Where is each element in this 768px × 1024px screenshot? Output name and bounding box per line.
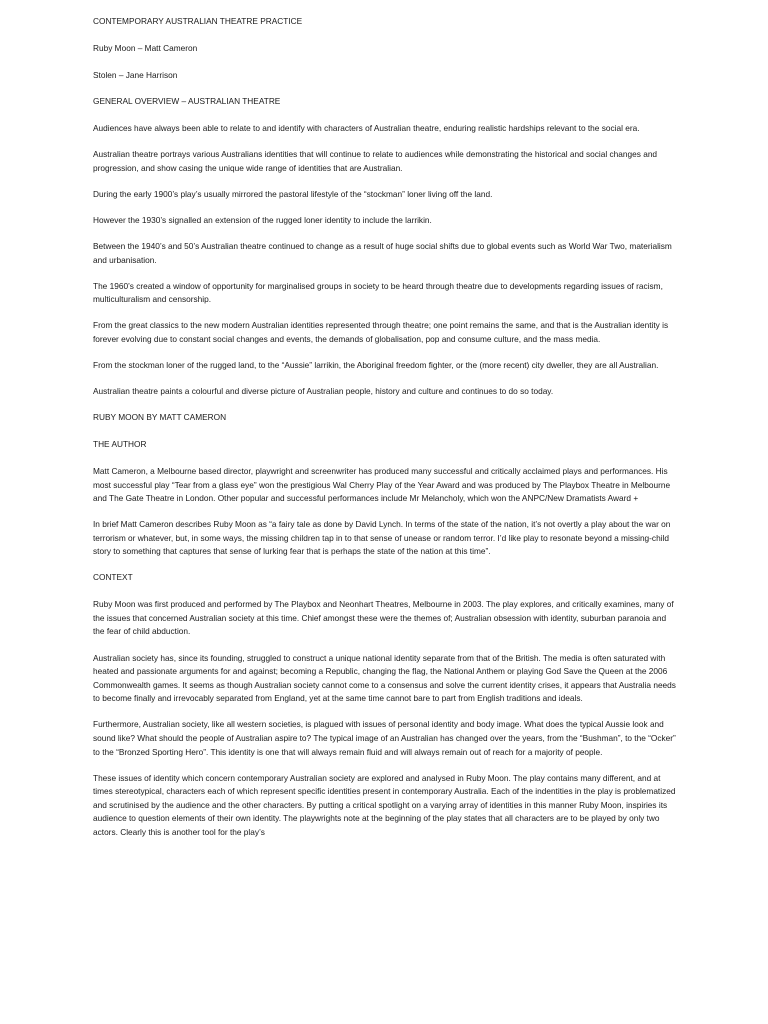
body-paragraph: Audiences have always been able to relate to and identify with characters of Australian theatre, enduring realistic hardships relevant to the social era. xyxy=(93,123,640,134)
section-heading-general-overview: GENERAL OVERVIEW – AUSTRALIAN THEATRE xyxy=(93,96,281,107)
body-paragraph: These issues of identity which concern contemporary Australian society are explored and analysed in Ruby Moon. The play contains many different, and at times stereotypical, characters each of which represent specific identities present in contemporary Australia. Each of the indentities in the play is problematized and scrutinised by the audience and the other characters. By putting a critical spotlight on a varying array of identities in this manner Ruby Moon, inspiries its audience to question elements of their own identity. The playwrights note at the beginning of the play states that all characters are to be played by only two actors. Clearly this is another tool for the play’s xyxy=(93,772,676,838)
play-heading-ruby-moon: Ruby Moon – Matt Cameron xyxy=(93,42,198,53)
body-paragraph: Ruby Moon was first produced and performed by The Playbox and Neonhart Theatres, Melbourne in 2003. The play explores, and critically examines, many of the issues that concerned Australian society at this time. Chief amongst these were the themes of; Australian obsession with identity, suburban paranoia and the fear of child abduction. xyxy=(93,599,674,637)
body-paragraph: However the 1930’s signalled an extension of the rugged loner identity to include the larrikin. xyxy=(93,215,432,225)
body-paragraph: Australian theatre portrays various Australians identities that will continue to relate to audiences while demonstrating the historical and social changes and progression, and show casing the unique wide range of identities that are Australian. xyxy=(93,149,658,173)
play-heading-stolen: Stolen – Jane Harrison xyxy=(93,69,178,80)
body-paragraph: Australian society has, since its founding, struggled to construct a unique national identity separate from that of the British. The media is often saturated with heated and passionate arguments for and against; becoming a Republic, changing the flag, the National Anthem or playing God Save the Queen at the 2006 Commonwealth games. It seems as though Australian society cannot come to a consensus and solve the current identity crises, it appears that Australia needs to become finally and irrevocably separated from England, yet at the same time cannot bare to part from English traditions and ideals. xyxy=(93,652,676,704)
section-heading-ruby-moon: RUBY MOON BY MATT CAMERON xyxy=(93,412,227,423)
body-paragraph: Australian theatre paints a colourful and diverse picture of Australian people, history and culture and continues to do so today. xyxy=(93,386,554,397)
body-paragraph: From the great classics to the new modern Australian identities represented through theatre; one point remains the same, and that is the Australian identity is forever evolving due to constant social changes and events, the demands of globalisation, pop and consume culture, and the mass media. xyxy=(93,320,669,345)
document-title: CONTEMPORARY AUSTRALIAN THEATRE PRACTICE xyxy=(93,16,303,26)
body-paragraph: Matt Cameron, a Melbourne based director, playwright and screenwriter has produced many successful and critically acclaimed plays and performances. His most successful play “Tear from a glass eye” won the prestigious Wal Cherry Play of the Year Award and was produced by The Playbox Theatre in Melbourne and The Gate Theatre in London. Other popular and successful performances include Mr Melancholy, which won the ANPC/New Dramatists Award + xyxy=(93,465,671,504)
body-paragraph: Furthermore, Australian society, like all western societies, is plagued with issues of personal identity and body image. What does the typical Aussie look and sound like? What should the people of Australian aspire to? The typical image of an Australian has changed over the years, from the “Bushman”, to the “Ocker” to the “Bronzed Sporting Hero”. This identity is one that will always remain fluid and will always remain out of reach for a majority of people. xyxy=(93,719,676,757)
section-heading-the-author: THE AUTHOR xyxy=(93,439,147,450)
body-paragraph: The 1960’s created a window of opportunity for marginalised groups in society to be heard through theatre due to developments regarding issues of racism, multiculturalism and censorship. xyxy=(93,280,663,305)
body-paragraph: Between the 1940’s and 50’s Australian theatre continued to change as a result of huge social shifts due to global events such as World War Two, materialism and urbanisation. xyxy=(93,241,672,265)
body-paragraph: During the early 1900’s play’s usually mirrored the pastoral lifestyle of the “stockman” loner living off the land. xyxy=(93,188,493,199)
body-paragraph: From the stockman loner of the rugged land, to the “Aussie” larrikin, the Aboriginal freedom fighter, or the (more recent) city dweller, they are all Australian. xyxy=(93,360,659,371)
section-heading-context: CONTEXT xyxy=(93,572,133,583)
body-paragraph: In brief Matt Cameron describes Ruby Moon as “a fairy tale as done by David Lynch. In terms of the state of the nation, it’s not overtly a play about the war on terrorism or whatever, but, in some ways, the missing children tap in to that sense of unease or random terror. I’d like play to resonate beyond a missing-child story to something that captures that sense of lurking fear that is perhaps the state of the nation at this time”. xyxy=(93,519,671,557)
